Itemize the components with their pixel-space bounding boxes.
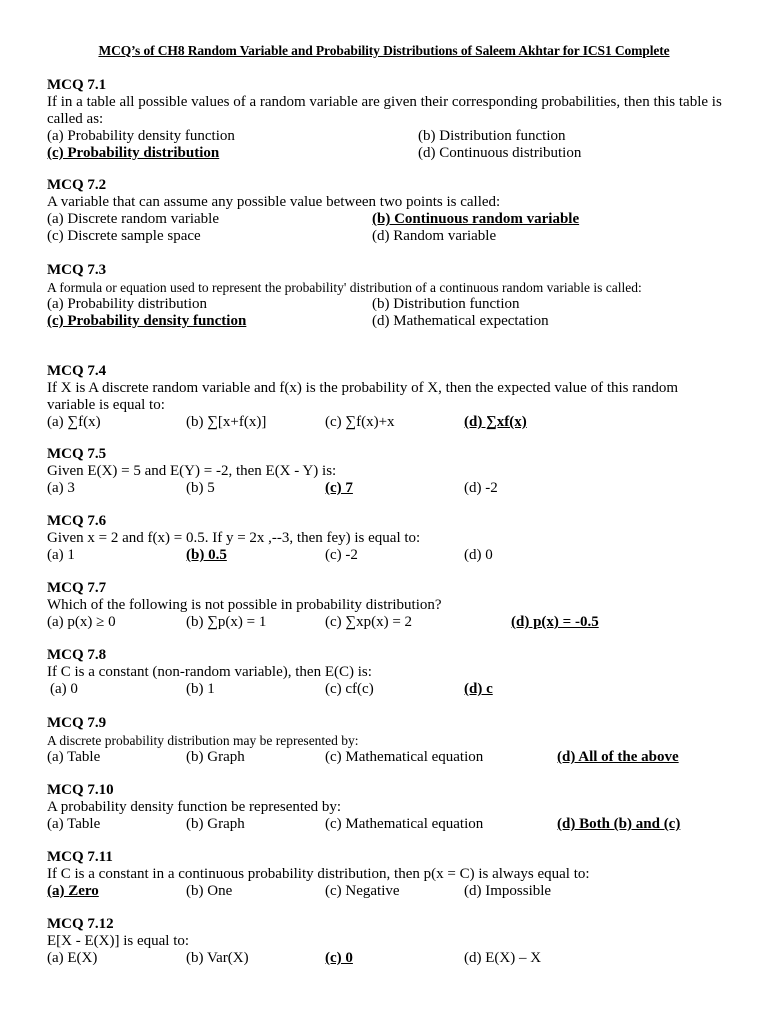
answer-option: (c) Mathematical equation bbox=[325, 749, 484, 765]
question-number: MCQ 7.5 bbox=[47, 446, 107, 462]
answer-option: (a) ∑f(x) bbox=[47, 414, 101, 430]
answer-option: (d) E(X) – X bbox=[464, 950, 542, 966]
answer-option: (b) ∑[x+f(x)] bbox=[186, 414, 267, 430]
question-number: MCQ 7.7 bbox=[47, 580, 107, 596]
correct-answer-option: (d) c bbox=[464, 681, 493, 697]
options-row bbox=[47, 128, 728, 145]
answer-option: (d) Mathematical expectation bbox=[372, 313, 549, 329]
answer-option: (b) Distribution function bbox=[372, 296, 520, 312]
answer-option: (a) Probability distribution bbox=[47, 296, 207, 312]
correct-answer-option: (c) Probability density function bbox=[47, 313, 247, 329]
correct-answer-option: (d) All of the above bbox=[557, 749, 679, 765]
correct-answer-option: (d) p(x) = -0.5 bbox=[511, 614, 599, 630]
question-text: Which of the following is not possible in probability distribution? bbox=[47, 597, 442, 613]
question-block bbox=[47, 849, 728, 900]
question-number: MCQ 7.10 bbox=[47, 782, 114, 798]
options-row bbox=[47, 816, 728, 833]
question-text: Given E(X) = 5 and E(Y) = -2, then E(X - Y) is: bbox=[47, 463, 337, 479]
answer-option: (b) 5 bbox=[186, 480, 215, 496]
page-title: MCQ’s of CH8 Random Variable and Probability Distributions of Saleem Akhtar for ICS1 Complete bbox=[98, 43, 670, 58]
options-row bbox=[47, 145, 728, 162]
question-number: MCQ 7.2 bbox=[47, 177, 107, 193]
options-row bbox=[47, 883, 728, 900]
options-row bbox=[47, 228, 728, 245]
correct-answer-option: (d) ∑xf(x) bbox=[464, 414, 527, 430]
options-row bbox=[47, 313, 728, 330]
answer-option: (c) Negative bbox=[325, 883, 400, 899]
question-text: A formula or equation used to represent the probability' distribution of a continuous random variable is called: bbox=[47, 280, 642, 295]
correct-answer-option: (b) 0.5 bbox=[186, 547, 227, 563]
options-row bbox=[47, 950, 728, 967]
question-text: If in a table all possible values of a random variable are given their corresponding probabilities, then this table is called as: bbox=[47, 94, 722, 127]
question-text: A discrete probability distribution may be represented by: bbox=[47, 733, 359, 748]
answer-option: (d) -2 bbox=[464, 480, 498, 496]
answer-option: (a) Discrete random variable bbox=[47, 211, 219, 227]
options-row bbox=[47, 547, 728, 564]
answer-option: (d) 0 bbox=[464, 547, 493, 563]
correct-answer-option: (c) Probability distribution bbox=[47, 145, 220, 161]
question-number: MCQ 7.9 bbox=[47, 715, 107, 731]
options-row bbox=[47, 681, 728, 698]
question-text: A variable that can assume any possible value between two points is called: bbox=[47, 194, 501, 210]
answer-option: (c) ∑xp(x) = 2 bbox=[325, 614, 413, 630]
question-number: MCQ 7.1 bbox=[47, 77, 107, 93]
question-number: MCQ 7.12 bbox=[47, 916, 114, 932]
options-row bbox=[47, 614, 728, 631]
answer-option: (d) Random variable bbox=[372, 228, 497, 244]
answer-option: (a) E(X) bbox=[47, 950, 98, 966]
question-text: Given x = 2 and f(x) = 0.5. If y = 2x ,--3, then fey) is equal to: bbox=[47, 530, 421, 546]
answer-option: (c) Discrete sample space bbox=[47, 228, 201, 244]
question-block bbox=[47, 446, 728, 497]
answer-option: (c) ∑f(x)+x bbox=[325, 414, 395, 430]
question-number: MCQ 7.4 bbox=[47, 363, 107, 379]
answer-option: (d) Impossible bbox=[464, 883, 552, 899]
answer-option: (d) Continuous distribution bbox=[418, 145, 582, 161]
question-number: MCQ 7.8 bbox=[47, 647, 107, 663]
options-row bbox=[47, 749, 728, 766]
question-block bbox=[47, 715, 728, 766]
question-text: If C is a constant (non-random variable), then E(C) is: bbox=[47, 664, 372, 680]
answer-option: (c) -2 bbox=[325, 547, 358, 563]
correct-answer-option: (a) Zero bbox=[47, 883, 99, 899]
answer-option: (b) Graph bbox=[186, 816, 245, 832]
options-row bbox=[47, 296, 728, 313]
answer-option: (a) 0 bbox=[50, 681, 78, 697]
question-block bbox=[47, 262, 728, 330]
question-block bbox=[47, 363, 728, 431]
correct-answer-option: (c) 7 bbox=[325, 480, 353, 496]
answer-option: (b) One bbox=[186, 883, 233, 899]
answer-option: (b) 1 bbox=[186, 681, 215, 697]
question-text: E[X - E(X)] is equal to: bbox=[47, 933, 190, 949]
question-block bbox=[47, 647, 728, 698]
question-text: If X is A discrete random variable and f(x) is the probability of X, then the expected value of this random variable is equal to: bbox=[47, 380, 679, 413]
answer-option: (a) 3 bbox=[47, 480, 75, 496]
options-row bbox=[47, 211, 728, 228]
correct-answer-option: (b) Continuous random variable bbox=[372, 211, 580, 227]
answer-option: (b) Distribution function bbox=[418, 128, 566, 144]
answer-option: (a) Probability density function bbox=[47, 128, 235, 144]
question-block bbox=[47, 177, 728, 245]
options-row bbox=[47, 480, 728, 497]
answer-option: (c) Mathematical equation bbox=[325, 816, 484, 832]
answer-option: (b) Var(X) bbox=[186, 950, 249, 966]
answer-option: (a) p(x) ≥ 0 bbox=[47, 614, 116, 630]
question-block bbox=[47, 916, 728, 967]
question-number: MCQ 7.11 bbox=[47, 849, 113, 865]
question-text: If C is a constant in a continuous probability distribution, then p(x = C) is always equal to: bbox=[47, 866, 590, 882]
answer-option: (a) 1 bbox=[47, 547, 75, 563]
question-block bbox=[47, 77, 728, 162]
question-number: MCQ 7.6 bbox=[47, 513, 107, 529]
answer-option: (c) cf(c) bbox=[325, 681, 374, 697]
answer-option: (a) Table bbox=[47, 749, 101, 765]
correct-answer-option: (d) Both (b) and (c) bbox=[557, 816, 681, 832]
question-block bbox=[47, 580, 728, 631]
question-block bbox=[47, 782, 728, 833]
correct-answer-option: (c) 0 bbox=[325, 950, 353, 966]
answer-option: (a) Table bbox=[47, 816, 101, 832]
answer-option: (b) Graph bbox=[186, 749, 245, 765]
question-block bbox=[47, 513, 728, 564]
answer-option: (b) ∑p(x) = 1 bbox=[186, 614, 267, 630]
question-number: MCQ 7.3 bbox=[47, 262, 107, 278]
question-text: A probability density function be represented by: bbox=[47, 799, 342, 815]
options-row bbox=[47, 414, 728, 431]
